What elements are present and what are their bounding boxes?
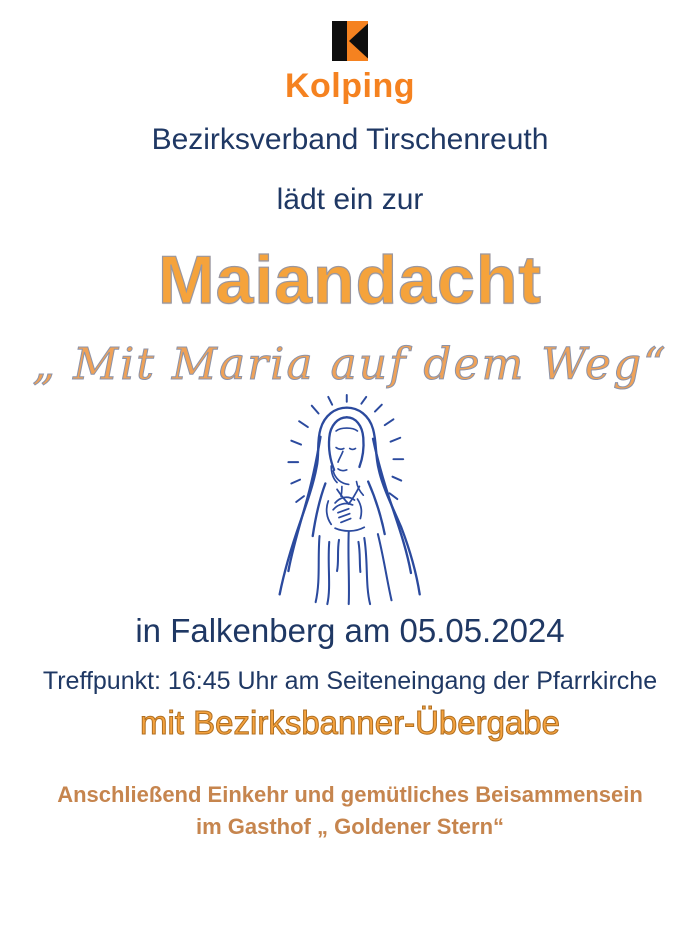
organization-line: Bezirksverband Tirschenreuth: [151, 123, 549, 156]
afterwards-block: [0, 779, 700, 843]
event-title: Maiandacht: [157, 242, 543, 318]
brand-wordmark: Kolping: [284, 67, 416, 105]
afterwards-line-1: Anschließend Einkehr und gemütliches Beisammensein: [57, 782, 643, 807]
meeting-point-line: Treffpunkt: 16:45 Uhr am Seiteneingang der Pfarrkirche: [42, 667, 658, 695]
virgin-mary-illustration: [0, 394, 700, 608]
kolping-logo-icon: [332, 21, 368, 61]
banner-handover-line: mit Bezirksbanner-Übergabe: [139, 704, 561, 741]
afterwards-line-2: im Gasthof „ Goldener Stern“: [195, 813, 505, 839]
event-motto: „ Mit Maria auf dem Weg“: [32, 339, 668, 390]
invitation-line: lädt ein zur: [276, 183, 424, 216]
location-date-line: in Falkenberg am 05.05.2024: [135, 612, 565, 649]
